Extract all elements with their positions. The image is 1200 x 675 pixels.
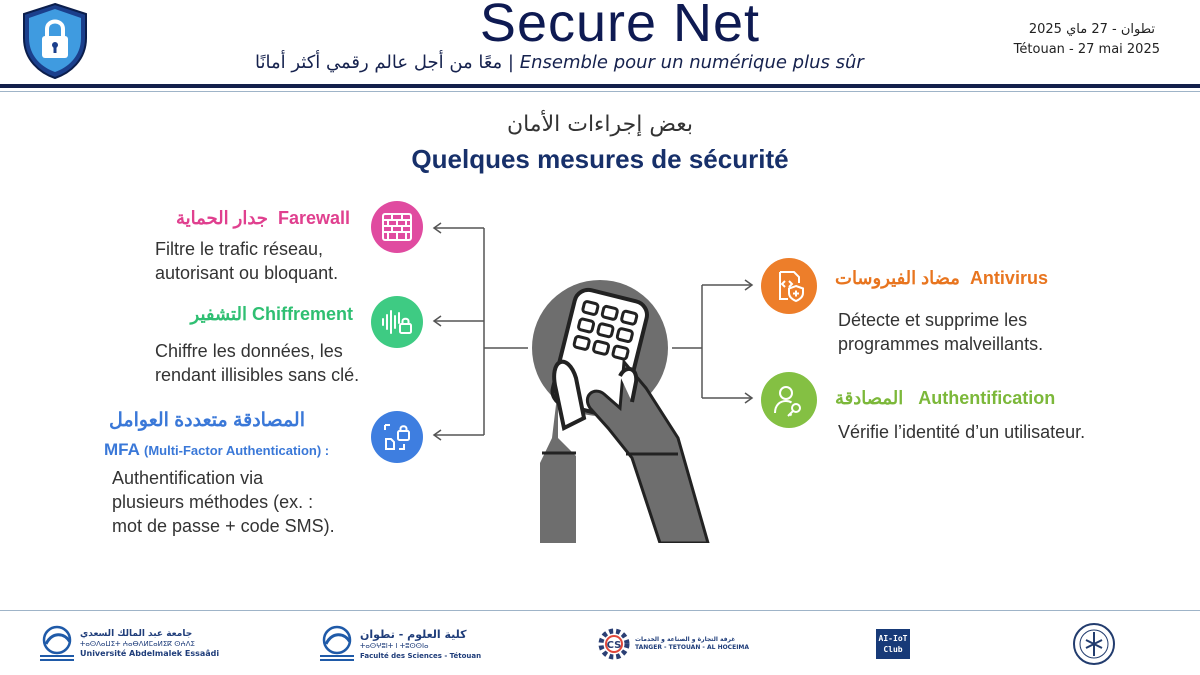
slogan-ar: معًا من أجل عالم رقمي أكثر أمانًا bbox=[255, 52, 503, 73]
firewall-title bbox=[150, 208, 350, 229]
gear-cs-icon bbox=[596, 626, 632, 662]
antivirus-label-ar: مضاد الفيروسات bbox=[835, 268, 960, 288]
firewall-description bbox=[155, 237, 385, 285]
csi-region: TANGER - TETOUAN - AL HOCEIMA bbox=[635, 644, 750, 651]
firewall-desc-line: Filtre le trafic réseau, bbox=[155, 239, 324, 259]
partner-emblem-logo bbox=[1072, 622, 1116, 666]
firewall-label-fr: Farewall bbox=[277, 208, 350, 228]
firewall-label-ar: جدار الحماية bbox=[176, 208, 268, 228]
date-ar: تطوان - 27 ماي 2025 bbox=[1028, 22, 1155, 37]
authentication-label-ar: المصادقة bbox=[835, 388, 904, 408]
mfa-desc-line: plusieurs méthodes (ex. : bbox=[112, 492, 314, 512]
slogan-fr: Ensemble pour un numérique plus sûr bbox=[519, 52, 864, 73]
uae-name-ar: جامعة عبد المالك السعدي bbox=[80, 629, 193, 639]
multi-factor-lock-icon bbox=[371, 411, 423, 463]
authentication-description bbox=[838, 420, 1138, 444]
encryption-desc-line: rendant illisibles sans clé. bbox=[155, 365, 360, 385]
chamber-commerce-logo bbox=[596, 622, 749, 666]
uae-emblem-icon bbox=[38, 624, 76, 664]
mfa-desc-line: mot de passe + code SMS). bbox=[112, 516, 335, 536]
mfa-title bbox=[104, 440, 329, 460]
club-line2: Club bbox=[883, 645, 903, 654]
hands-keypad-icon bbox=[528, 278, 718, 547]
mfa-desc-line: Authentification via bbox=[112, 468, 264, 488]
fst-name-fr: Faculté des Sciences - Tétouan bbox=[360, 651, 482, 660]
mfa-label-detail: (Multi-Factor Authentication) : bbox=[144, 443, 330, 458]
antivirus-desc-line: Détecte et supprime les bbox=[838, 310, 1028, 330]
uae-name-tifinagh: ⵜⴰⵙⴷⴰⵡⵉⵜ ⵄⴰⴱⴷⵍⵎⴰⵍⵉⴽ ⵙⵄⴷⵉ bbox=[80, 640, 195, 648]
authentication-label-fr: Authentification bbox=[918, 388, 1056, 408]
antivirus-desc-line: programmes malveillants. bbox=[838, 334, 1044, 354]
firewall-desc-line: autorisant ou bloquant. bbox=[155, 263, 339, 283]
section-title-fr: Quelques mesures de sécurité bbox=[411, 144, 789, 174]
ai-iot-club-badge bbox=[876, 629, 910, 659]
authentication-title bbox=[835, 388, 1055, 409]
page-title: Secure Net bbox=[479, 0, 761, 53]
svg-text:CS: CS bbox=[606, 640, 622, 651]
encryption-label-fr: Chiffrement bbox=[251, 304, 353, 324]
csi-name-ar: غرفة التجارة و الصناعة و الخدمات bbox=[635, 636, 736, 643]
fst-name-ar: كلية العلوم - تطوان bbox=[360, 627, 467, 641]
encryption-desc-line: Chiffre les données, les bbox=[155, 341, 343, 361]
uae-logo bbox=[38, 622, 219, 666]
antivirus-label-fr: Antivirus bbox=[969, 268, 1048, 288]
section-title-ar: بعض إجراءات الأمان bbox=[506, 112, 694, 137]
round-emblem-icon bbox=[1072, 622, 1116, 666]
encryption-description bbox=[155, 339, 395, 387]
fst-name-tifinagh: ⵜⴰⵙⵖⵓⵏⵜ ⵏ ⵜⵓⵙⵙⵏⴰ bbox=[360, 641, 429, 650]
user-key-icon bbox=[761, 372, 817, 428]
fst-logo bbox=[318, 622, 481, 666]
authentication-desc-line: Vérifie l’identité d’un utilisateur. bbox=[838, 422, 1086, 442]
uae-name-fr: Université Abdelmalek Essaâdi bbox=[80, 649, 220, 658]
mfa-description bbox=[112, 466, 372, 538]
footer-divider bbox=[0, 610, 1200, 611]
antivirus-description bbox=[838, 308, 1098, 356]
encryption-title bbox=[150, 304, 353, 325]
encryption-label-ar: التشفير bbox=[190, 304, 247, 324]
slogan-separator: | bbox=[502, 52, 520, 73]
antivirus-title bbox=[835, 268, 1048, 289]
club-line1: AI-IoT bbox=[878, 634, 908, 643]
mfa-label-fr: MFA bbox=[104, 440, 140, 459]
code-shield-icon bbox=[761, 258, 817, 314]
fst-emblem-icon bbox=[318, 624, 356, 664]
ai-iot-club-logo bbox=[876, 622, 910, 666]
mfa-label-ar: المصادقة متعددة العوامل bbox=[109, 410, 305, 431]
date-fr: Tétouan - 27 mai 2025 bbox=[1013, 42, 1160, 57]
